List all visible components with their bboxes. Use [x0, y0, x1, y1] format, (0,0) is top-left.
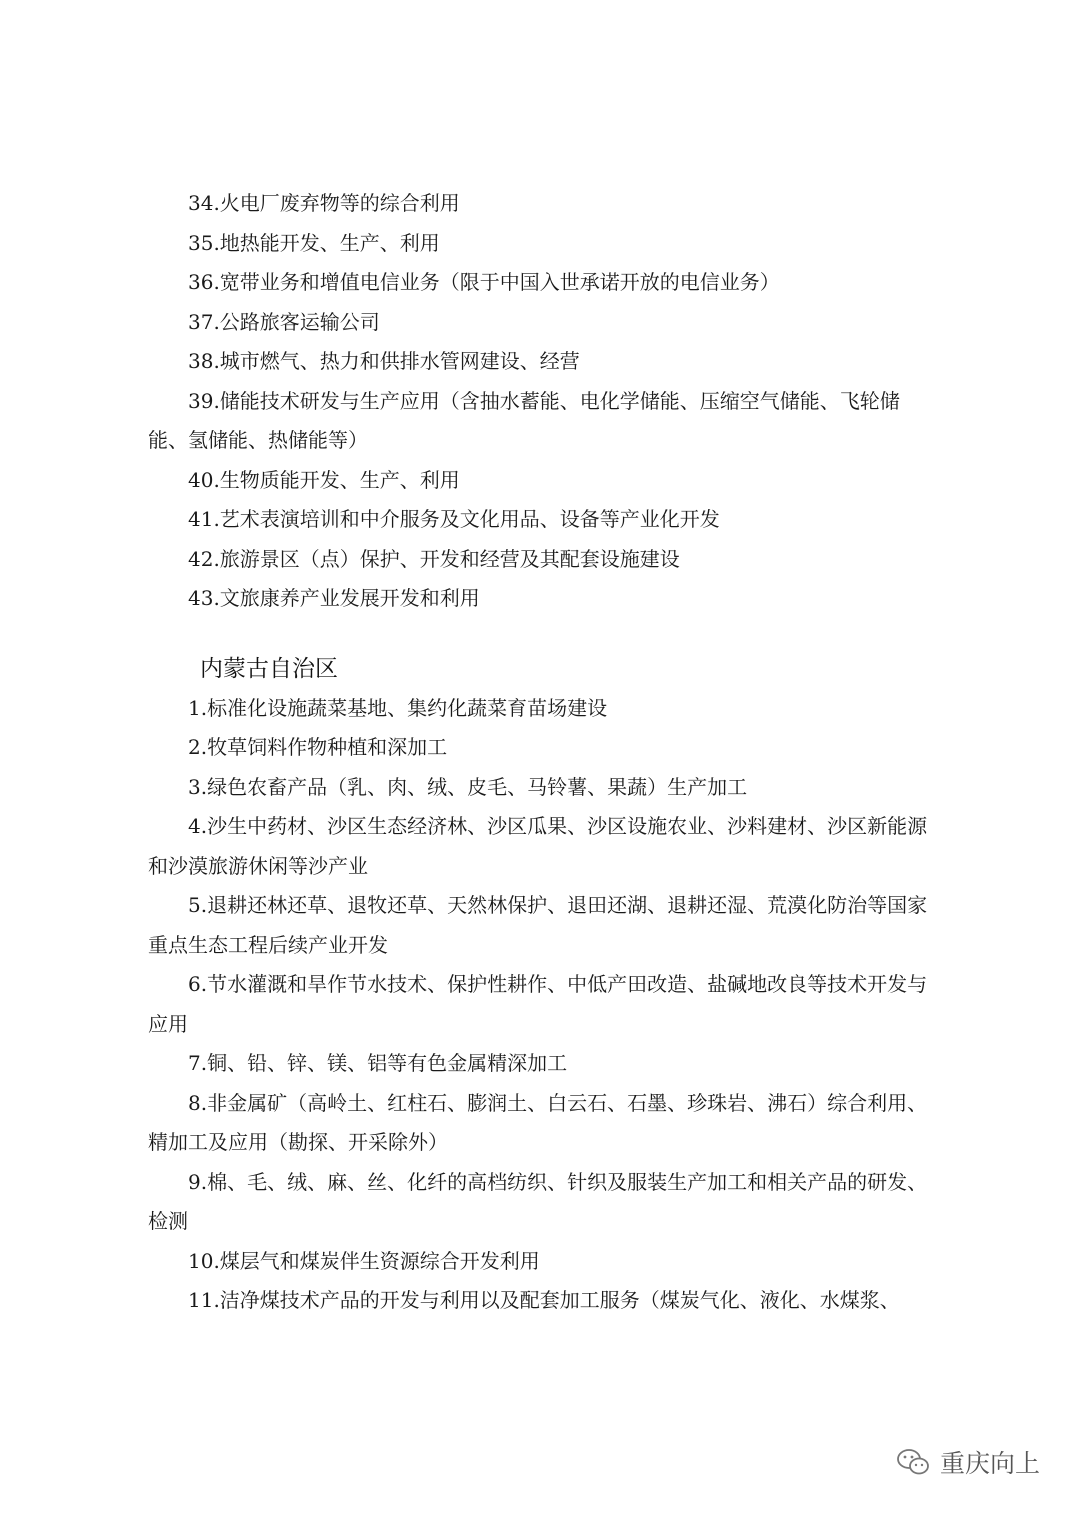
list-item: 40.生物质能开发、生产、利用 [188, 467, 460, 492]
section-list-2 [148, 689, 928, 1321]
list-item: 10.煤层气和煤炭伴生资源综合开发利用 [188, 1248, 540, 1273]
list-item: 7.铜、铅、锌、镁、铝等有色金属精深加工 [188, 1051, 568, 1075]
list-item: 39.储能技术研发与生产应用（含抽水蓄能、电化学储能、压缩空气储能、飞轮储能、氢储能、热储能等） [148, 388, 900, 452]
list-item: 34.火电厂废弃物等的综合利用 [188, 191, 460, 215]
list-item: 43.文旅康养产业发展开发和利用 [188, 586, 480, 610]
list-item: 3.绿色农畜产品（乳、肉、绒、皮毛、马铃薯、果蔬）生产加工 [188, 774, 748, 799]
section-title: 内蒙古自治区 [200, 655, 338, 682]
list-item: 4.沙生中药材、沙区生态经济林、沙区瓜果、沙区设施农业、沙料建材、沙区新能源和沙漠旅游休闲等沙产业 [148, 814, 928, 878]
list-item: 5.退耕还林还草、退牧还草、天然林保护、退田还湖、退耕还湿、荒漠化防治等国家重点生态工程后续产业开发 [148, 893, 928, 957]
watermark-text: 重庆向上 [939, 1449, 1040, 1478]
list-item: 36.宽带业务和增值电信业务（限于中国入世承诺开放的电信业务） [188, 270, 780, 294]
list-item: 8.非金属矿（高岭土、红柱石、膨润土、白云石、石墨、珍珠岩、沸石）综合利用、精加工及应用（勘探、开采除外） [148, 1090, 928, 1154]
list-item: 9.棉、毛、绒、麻、丝、化纤的高档纺织、针织及服装生产加工和相关产品的研发、检测 [148, 1169, 928, 1233]
section-list-1 [148, 184, 928, 619]
list-item: 2.牧草饲料作物种植和深加工 [188, 735, 448, 759]
watermark [896, 1444, 1040, 1480]
list-item: 35.地热能开发、生产、利用 [188, 230, 440, 255]
document-page [148, 184, 928, 1321]
wechat-icon [896, 1447, 930, 1477]
list-item: 37.公路旅客运输公司 [188, 309, 380, 334]
list-item: 42.旅游景区（点）保护、开发和经营及其配套设施建设 [188, 546, 680, 571]
list-item: 1.标准化设施蔬菜基地、集约化蔬菜育苗场建设 [188, 695, 608, 720]
list-item: 6.节水灌溉和旱作节水技术、保护性耕作、中低产田改造、盐碱地改良等技术开发与应用 [148, 972, 928, 1036]
list-item: 38.城市燃气、热力和供排水管网建设、经营 [188, 349, 580, 373]
list-item: 41.艺术表演培训和中介服务及文化用品、设备等产业化开发 [188, 507, 720, 531]
list-item: 11.洁净煤技术产品的开发与利用以及配套加工服务（煤炭气化、液化、水煤浆、 [188, 1288, 900, 1312]
